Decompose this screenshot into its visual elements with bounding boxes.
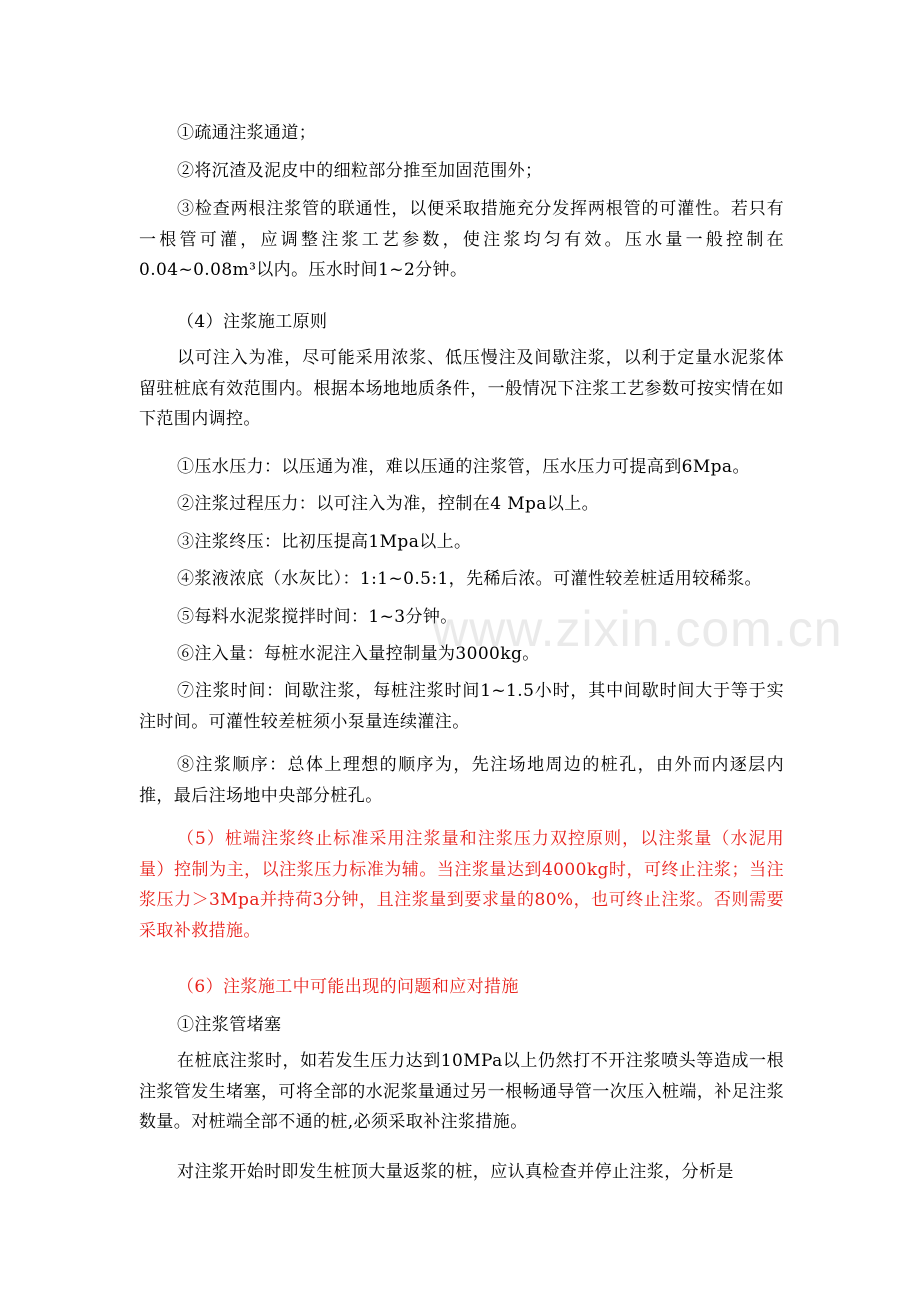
section-4-heading: （4）注浆施工原则 [177, 312, 328, 332]
section-6-heading: （6）注浆施工中可能出现的问题和应对措施 [177, 977, 519, 997]
issue-1-pipe-blockage: ①注浆管堵塞 [177, 1015, 282, 1035]
section-5-termination-standard: （5）桩端注浆终止标准采用注浆量和注浆压力双控原则，以注浆量（水泥用量）控制为主，以注浆压力标准为辅。当注浆量达到4000kg时，可终止注浆；当注浆压力＞3Mpa并持荷3分钟，且注浆量到要求量的80%，也可终止注浆。否则需要采取补救措施。 [139, 829, 784, 941]
param-2-process-pressure: ②注浆过程压力：以可注入为准，控制在4 Mpa以上。 [177, 494, 600, 514]
param-4-slurry-ratio: ④浆液浓底（水灰比）：1:1~0.5:1，先稀后浓。可灌性较差桩适用较稀浆。 [177, 569, 762, 589]
param-1-water-pressure: ①压水压力：以压通为准，难以压通的注浆管，压水压力可提高到6Mpa。 [177, 457, 750, 477]
item-1-dredge-channel: ①疏通注浆通道； [177, 123, 317, 143]
param-6-injection-amount: ⑥注入量：每桩水泥注入量控制量为3000kg。 [177, 644, 540, 664]
issue-1-body: 在桩底注浆时，如若发生压力达到10MPa以上仍然打不开注浆喷头等造成一根注浆管发生堵塞，可将全部的水泥浆量通过另一根畅通导管一次压入桩端，补足注浆数量。对桩端全部不通的桩,必须采取补注浆措施。 [139, 1051, 784, 1132]
param-5-mixing-time: ⑤每料水泥浆搅拌时间：1~3分钟。 [177, 607, 458, 627]
item-2-push-fines: ②将沉渣及泥皮中的细粒部分推至加固范围外； [177, 161, 543, 181]
param-8-grouting-order: ⑧注浆顺序：总体上理想的顺序为，先注场地周边的桩孔，由外而内逐层内推，最后注场地中央部分桩孔。 [139, 755, 784, 806]
issue-2-body: 对注浆开始时即发生桩顶大量返浆的桩，应认真检查并停止注浆，分析是 [177, 1162, 734, 1182]
section-4-body: 以可注入为准，尽可能采用浓浆、低压慢注及间歇注浆，以利于定量水泥浆体留驻桩底有效范围内。根据本场地地质条件，一般情况下注浆工艺参数可按实情在如下范围内调控。 [139, 348, 784, 429]
param-7-grouting-time: ⑦注浆时间：间歇注浆，每桩注浆时间1~1.5小时，其中间歇时间大于等于实注时间。可灌性较差桩须小泵量连续灌注。 [139, 681, 784, 732]
watermark: www.zixin.com.cn [432, 601, 843, 657]
item-3-check-connectivity: ③检查两根注浆管的联通性，以便采取措施充分发挥两根管的可灌性。若只有一根管可灌，应调整注浆工艺参数，使注浆均匀有效。压水量一般控制在0.04~0.08m³以内。压水时间1~2分钟。 [139, 199, 784, 280]
param-3-final-pressure: ③注浆终压：比初压提高1Mpa以上。 [177, 532, 472, 552]
